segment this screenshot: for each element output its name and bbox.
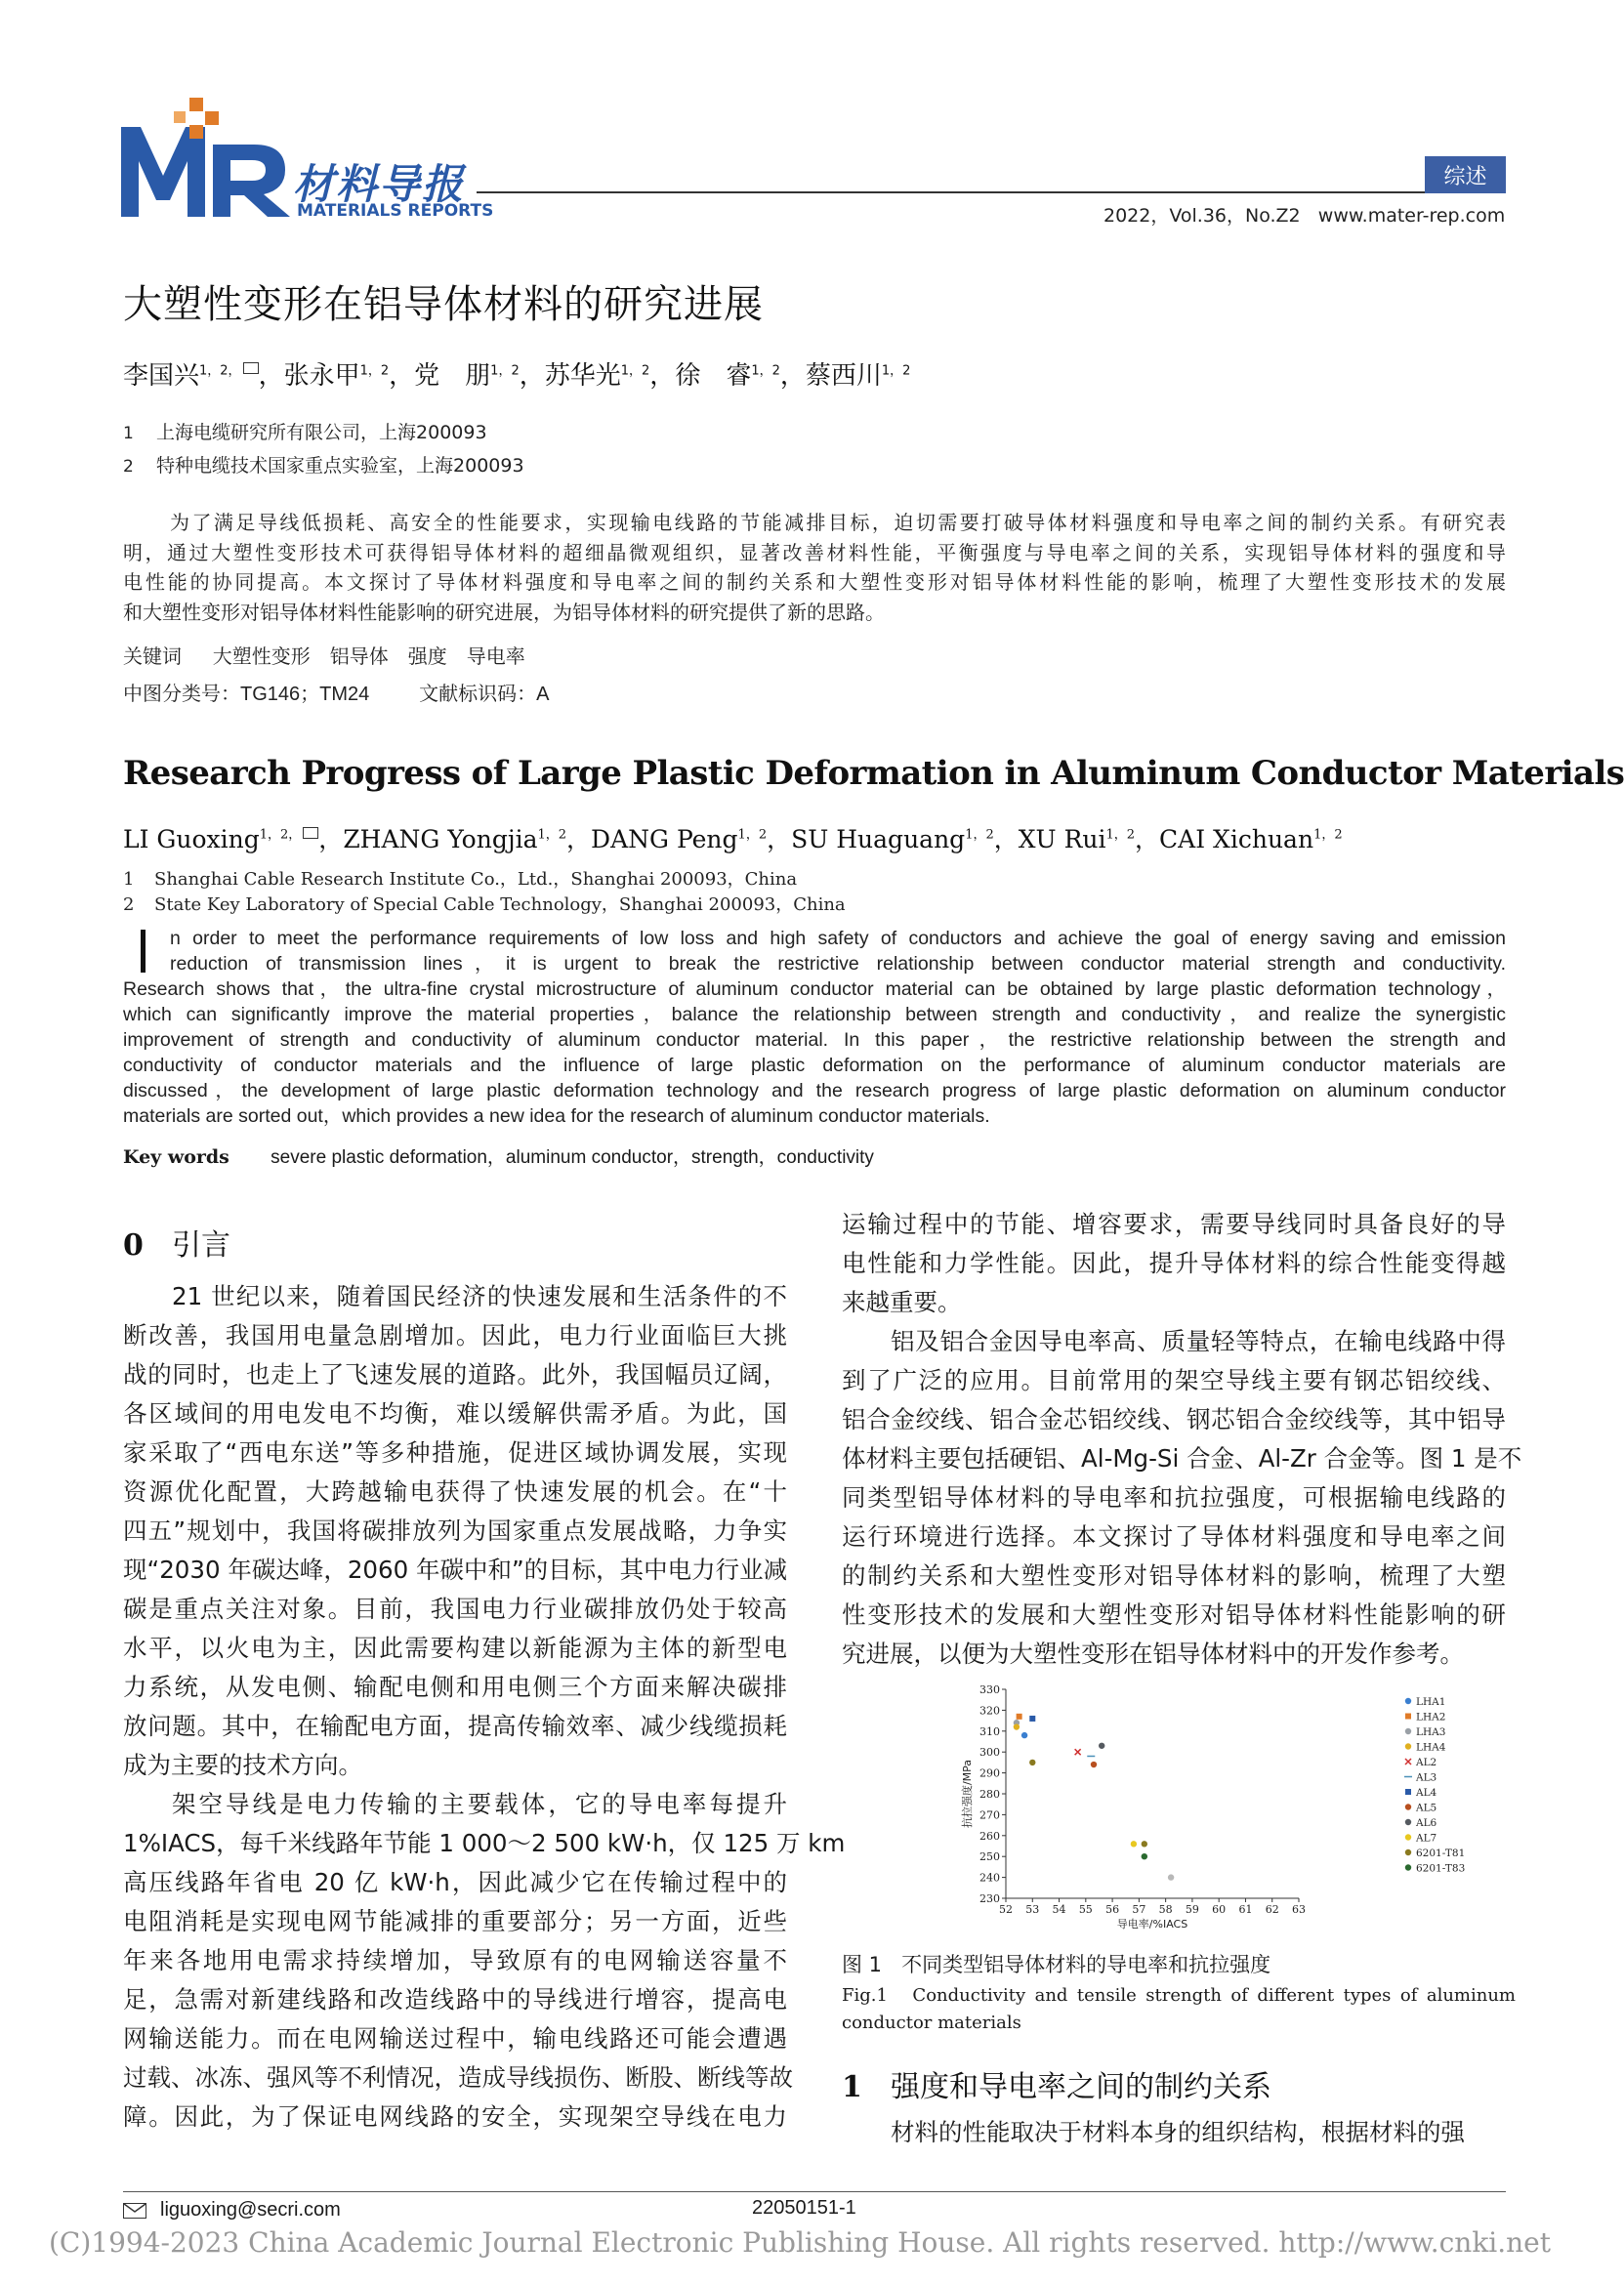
x-axis-label: 导电率/%IACS — [1116, 1918, 1188, 1931]
legend-label: AL5 — [1416, 1802, 1437, 1814]
y-tick-label: 270 — [979, 1808, 1000, 1822]
legend-marker — [1405, 1714, 1411, 1720]
text-line: 到了广泛的应用。目前常用的架空导线主要有钢芯铝绞线、 — [842, 1366, 1506, 1394]
page-number: 22050151-1 — [752, 2197, 856, 2219]
affiliation-en-1: 1 Shanghai Cable Research Institute Co.，Ltd.，Shanghai 200093，China — [123, 869, 798, 890]
en-author: SU Huaguang$^{1,2}$ — [791, 825, 994, 853]
cn-author: 李国兴$^{1,2,}$ — [123, 361, 259, 391]
legend-marker — [1405, 1759, 1411, 1765]
text-line: 1%IACS，每千米线路年节能 1 000～2 500 kW·h，仅 125 万 km — [123, 1829, 846, 1857]
affiliation-cn-2: 2 特种电缆技术国家重点实验室，上海200093 — [123, 455, 524, 477]
paper-title-en: Research Progress of Large Plastic Deformation in Aluminum Conductor Materials — [123, 754, 1624, 793]
legend-label: LHA2 — [1416, 1711, 1446, 1723]
footer-email: liguoxing@secri.com — [123, 2197, 341, 2222]
journal-logo — [119, 98, 295, 225]
text-line: 21 世纪以来，随着国民经济的快速发展和生活条件的不 — [172, 1282, 787, 1310]
y-tick-label: 280 — [979, 1788, 1000, 1801]
body-right-column — [842, 1205, 1522, 1674]
legend-marker — [1405, 1728, 1411, 1734]
x-tick-label: 58 — [1158, 1903, 1173, 1916]
data-point — [1014, 1723, 1020, 1729]
y-axis-label: 抗拉强度/MPa — [961, 1759, 974, 1829]
body-left-column — [123, 1277, 846, 2137]
data-point — [1029, 1760, 1035, 1765]
en-author: ZHANG Yongjia$^{1,2}$ — [343, 825, 567, 853]
data-point — [1168, 1874, 1174, 1880]
text-line: 障。因此，为了保证电网线路的安全，实现架空导线在电力 — [123, 2102, 787, 2131]
legend-label: 6201-T83 — [1416, 1862, 1466, 1875]
text-line: 运输过程中的节能、增容要求，需要导线同时具备良好的导 — [842, 1210, 1506, 1238]
text-line: 成为主要的技术方向。 — [123, 1751, 362, 1779]
text-line: 同类型铝导体材料的导电率和抗拉强度，可根据输电线路的 — [842, 1483, 1506, 1512]
header-rule — [477, 191, 1505, 193]
data-point — [1091, 1762, 1097, 1767]
text-line: 碳是重点关注对象。目前，我国电力行业碳排放仍处于较高 — [123, 1595, 787, 1623]
legend-label: LHA1 — [1416, 1696, 1446, 1708]
data-point — [1131, 1841, 1137, 1847]
text-line: 家采取了“西电东送”等多种措施，促进区域协调发展，实现 — [123, 1438, 787, 1467]
text-line: 放问题。其中，在输配电方面，提高传输效率、减少线缆损耗 — [123, 1712, 787, 1740]
text-line: 断改善，我国用电量急剧增加。因此，电力行业面临巨大挑 — [123, 1321, 787, 1350]
x-tick-label: 59 — [1185, 1903, 1199, 1916]
legend-marker — [1405, 1864, 1411, 1870]
author-list-en: LI Guoxing$^{1,2,}$ ，ZHANG Yongjia$^{1,2}$，DANG Peng$^{1,2}$，SU Huaguang$^{1,2}$，XU Rui$^{1,2}$，CAI Xichuan$^{1,2}$ — [123, 825, 1343, 853]
legend-label: LHA3 — [1416, 1726, 1446, 1738]
data-point — [1142, 1841, 1147, 1847]
x-tick-label: 52 — [999, 1903, 1013, 1916]
y-tick-label: 230 — [979, 1892, 1000, 1905]
section-0-heading: 0 引言 — [123, 1228, 230, 1263]
en-author: LI Guoxing$^{1,2,}$ — [123, 825, 318, 853]
legend-label: AL4 — [1416, 1787, 1437, 1799]
issue-info — [1103, 201, 1505, 228]
legend-marker — [1405, 1819, 1411, 1825]
journal-name-en: MATERIALS REPORTS — [297, 201, 494, 221]
text-line: 究进展，以便为大塑性变形在铝导体材料中的开发作参考。 — [842, 1640, 1464, 1668]
affiliation-en-2: 2 State Key Laboratory of Special Cable Technology，Shanghai 200093，China — [123, 894, 846, 915]
copyright-notice: (C)1994-2023 China Academic Journal Electronic Publishing House. All rights reserved. http://www.cnki.net — [49, 2226, 1552, 2259]
legend-label: AL6 — [1416, 1817, 1437, 1829]
legend-label: AL3 — [1416, 1771, 1437, 1784]
issue-number: 2022，Vol.36，No.Z2 — [1103, 205, 1301, 227]
data-point — [1029, 1716, 1035, 1722]
y-tick-label: 310 — [979, 1724, 1000, 1738]
text-line: 过载、冰冻、强风等不利情况，造成导线损伤、断股、断线等故 — [123, 2063, 793, 2092]
abstract-en: n order to meet the performance requirements of low loss and high safety of conductors and achieve the goal of energy saving and emission reduction of transmission lines，it is urgent to break the restrictive relationship between conductor material strength and conductivity. Research shows that，the ultra-fine crystal microstructure of aluminum conductor material can be obtained by large plastic deformation technology， which can significantly improve the material properties，balance the relationship between strength and conductivity，and realize the synergistic improvement of strength and conductivity of aluminum conductor material. In this paper，the restrictive relationship between the strength and conductivity of conductor materials and the influence of large plastic deformation on the performance of aluminum conductor materials are discussed，the development of large plastic deformation technology and the research progress of large plastic deformation on aluminum conductor materials are sorted out，which provides a new idea for the research of aluminum conductor materials. — [123, 928, 1506, 1127]
data-point — [1075, 1749, 1081, 1755]
section-badge: 综述 — [1425, 156, 1506, 193]
x-tick-label: 57 — [1132, 1903, 1146, 1916]
figure-caption-cn: 图 1 不同类型铝导体材料的导电率和抗拉强度 — [842, 1953, 1271, 1976]
y-tick-label: 250 — [979, 1850, 1000, 1864]
footer-rule — [123, 2191, 1506, 2192]
classification: 中图分类号：TG146；TM24 文献标识码：A — [123, 682, 550, 705]
legend-marker — [1405, 1804, 1411, 1809]
text-line: 来越重要。 — [842, 1288, 962, 1316]
text-line: 的制约关系和大塑性变形对铝导体材料的影响，梳理了大塑 — [842, 1561, 1506, 1590]
y-tick-label: 320 — [979, 1704, 1000, 1718]
keywords-en: Key words severe plastic deformation，aluminum conductor，strength，conductivity — [123, 1146, 874, 1168]
text-line: 高压线路年省电 20 亿 kW·h，因此减少它在传输过程中的 — [123, 1868, 787, 1896]
legend-label: LHA4 — [1416, 1741, 1446, 1754]
text-line: 战的同时，也走上了飞速发展的道路。此外，我国幅员辽阔， — [123, 1360, 787, 1389]
legend-marker — [1405, 1834, 1411, 1840]
data-point — [1017, 1714, 1022, 1720]
cn-author: 徐 睿$^{1,2}$ — [675, 361, 780, 391]
figure-caption-en: Fig.1 Conductivity and tensile strength of different types of aluminum conductor materials — [842, 1985, 1516, 2033]
mail-icon — [303, 827, 318, 839]
keywords-cn: 关键词 大塑性变形 铝导体 强度 导电率 — [123, 644, 525, 668]
x-tick-label: 56 — [1105, 1903, 1120, 1916]
y-tick-label: 260 — [979, 1829, 1000, 1843]
data-point — [1021, 1732, 1027, 1738]
abstract-cn: 为了满足导线低损耗、高安全的性能要求，实现输电线路的节能减排目标，迫切需要打破导体材料强度和导电率之间的制约关系。有研究表 明，通过大塑性变形技术可获得铝导体材料的超细晶微观组织，显著改善材料性能，平衡强度与导电率之间的关系，实现铝导体材料的强度和导 电性能的协同提高。本文探讨了导体材料强度和导电率之间的制约关系和大塑性变形对铝导体材料性能的影响，梳理了大塑性变形技术的发展 和大塑性变形对铝导体材料性能影响的研究进展，为铝导体材料的研究提供了新的思路。 — [123, 511, 1506, 624]
text-line: 铝合金绞线、铝合金芯铝绞线、钢芯铝合金绞线等，其中铝导 — [842, 1405, 1506, 1433]
x-tick-label: 60 — [1212, 1903, 1227, 1916]
x-tick-label: 55 — [1078, 1903, 1093, 1916]
x-tick-label: 54 — [1052, 1903, 1066, 1916]
text-line: 体材料主要包括硬铝、Al-Mg-Si 合金、Al-Zr 合金等。图 1 是不 — [842, 1444, 1522, 1473]
text-line: 架空导线是电力传输的主要载体，它的导电率每提升 — [172, 1790, 787, 1818]
text-line: 水平，以火电为主，因此需要构建以新能源为主体的新型电 — [123, 1634, 787, 1662]
legend-marker — [1405, 1743, 1411, 1749]
x-tick-label: 53 — [1025, 1903, 1040, 1916]
text-line: 铝及铝合金因导电率高、质量轻等特点，在输电线路中得 — [891, 1327, 1506, 1355]
legend-marker — [1405, 1789, 1411, 1795]
journal-name-cn: 材料导报 — [293, 160, 466, 208]
y-tick-label: 290 — [979, 1766, 1000, 1780]
y-tick-label: 330 — [979, 1683, 1000, 1696]
text-line: 资源优化配置，大跨越输电获得了快速发展的机会。在“十 — [123, 1477, 787, 1506]
journal-website[interactable]: www.mater-rep.com — [1317, 205, 1506, 227]
legend-marker — [1405, 1849, 1411, 1855]
text-line: 足，急需对新建线路和改造线路中的导线进行增容，提高电 — [123, 1985, 787, 2014]
legend-label: AL2 — [1416, 1757, 1437, 1768]
affiliation-cn-1: 1 上海电缆研究所有限公司，上海200093 — [123, 422, 487, 443]
section-1-text: 材料的性能取决于材料本身的组织结构，根据材料的强 — [891, 2118, 1465, 2146]
cn-author: 党 朋$^{1,2}$ — [414, 361, 520, 391]
text-line: 性变形技术的发展和大塑性变形对铝导体材料性能影响的研 — [842, 1600, 1506, 1629]
text-line: 年来各地用电需求持续增加，导致原有的电网输送容量不 — [123, 1946, 787, 1974]
text-line: 运行环境进行选择。本文探讨了导体材料强度和导电率之间 — [842, 1522, 1506, 1551]
legend-label: AL7 — [1416, 1832, 1437, 1845]
mail-icon — [123, 2203, 146, 2219]
y-tick-label: 300 — [979, 1746, 1000, 1760]
legend-label: 6201-T81 — [1416, 1848, 1466, 1859]
section-1-heading: 1 强度和导电率之间的制约关系 — [842, 2070, 1271, 2104]
text-line: 各区域间的用电发电不均衡，难以缓解供需矛盾。为此，国 — [123, 1399, 787, 1428]
paper-title-cn: 大塑性变形在铝导体材料的研究进展 — [123, 282, 764, 327]
data-point — [1099, 1743, 1104, 1749]
x-tick-label: 63 — [1292, 1903, 1306, 1916]
author-list-cn: 李国兴$^{1,2,}$ ，张永甲$^{1,2}$，党 朋$^{1,2}$，苏华光$^{1,2}$，徐 睿$^{1,2}$，蔡西川$^{1,2}$ — [123, 361, 911, 391]
text-line: 现“2030 年碳达峰，2060 年碳中和”的目标，其中电力行业减 — [123, 1556, 788, 1584]
mail-icon — [243, 362, 259, 374]
text-line: 电性能和力学性能。因此，提升导体材料的综合性能变得越 — [842, 1249, 1506, 1277]
en-author: XU Rui$^{1,2}$ — [1018, 825, 1136, 853]
en-author: DANG Peng$^{1,2}$ — [591, 825, 768, 853]
text-line: 四五”规划中，我国将碳排放列为国家重点发展战略，力争实 — [123, 1516, 787, 1545]
text-line: 力系统，从发电侧、输配电侧和用电侧三个方面来解决碳排 — [123, 1673, 787, 1701]
text-line: 网输送能力。而在电网输送过程中，输电线路还可能会遭遇 — [123, 2024, 787, 2053]
text-line: 电阻消耗是实现电网节能减排的重要部分；另一方面，近些 — [123, 1907, 787, 1935]
x-tick-label: 61 — [1238, 1903, 1253, 1916]
en-author: CAI Xichuan$^{1,2}$ — [1159, 825, 1343, 853]
cn-author: 蔡西川$^{1,2}$ — [805, 361, 911, 391]
legend-marker — [1405, 1698, 1411, 1704]
x-tick-label: 62 — [1265, 1903, 1279, 1916]
cn-author: 苏华光$^{1,2}$ — [544, 361, 650, 391]
y-tick-label: 240 — [979, 1871, 1000, 1885]
data-point — [1142, 1853, 1147, 1859]
figure-1-scatter-chart — [937, 1680, 1514, 1931]
cn-author: 张永甲$^{1,2}$ — [283, 361, 390, 391]
